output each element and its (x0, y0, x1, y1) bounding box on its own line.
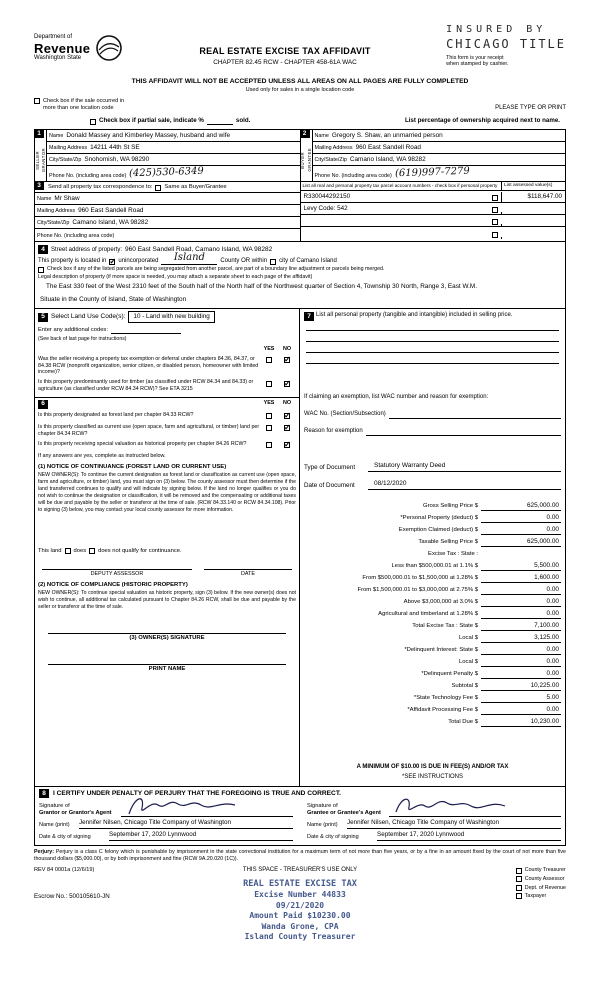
correspondence-section (35, 182, 301, 241)
section-8-badge: 8 (39, 789, 49, 798)
yes-checkbox[interactable] (266, 413, 272, 419)
excise-row: Subtotal $ 10,225.00 (451, 681, 559, 690)
legal-label-row: Legal description of property (if more space is needed, you may attach a separate sheet to each page of the affidavit) (38, 273, 313, 280)
unincorporated-checkbox[interactable] (109, 259, 115, 265)
excise-row: From $1,500,000.01 to $3,000,000 at 2.75% $ 0.00 (357, 585, 559, 594)
deputy-assessor-row (38, 569, 296, 578)
excise-amount[interactable]: 625,000.00 (481, 502, 561, 511)
grantor-signature-block: Signature of Grantor or Grantor's Agent Name (print) Jennifer Nilsen, Chicago Title Company of Washington Date & city of signing September 17, 2020 Lynnwood (39, 800, 293, 841)
seller-name-row: Name Donald Massey and Kimberley Massey, husband and wife (47, 130, 300, 142)
title-block (164, 46, 406, 67)
seller-phone-value[interactable]: (425)530-6349 (129, 165, 205, 180)
no-checkbox[interactable] (284, 425, 290, 431)
treasurer-stamp (243, 879, 357, 942)
excise-row: Agricultural and timberland at 1.28% $ 0.00 (378, 609, 559, 618)
correspondence-address-row: Mailing Address 960 East Sandell Road (35, 205, 300, 217)
parcel-number[interactable]: R330044292150 (303, 193, 351, 201)
yes-checkbox[interactable] (266, 381, 272, 387)
excise-row: Total Due $ 10,230.00 (448, 717, 559, 726)
receipt-note: This form is your receipt when stamped by cashier. (446, 54, 509, 68)
excise-amount[interactable]: 1,600.00 (481, 574, 561, 583)
partial-sale-row (34, 117, 566, 125)
buyer-address-row: Mailing Address 960 East Sandell Road (313, 142, 566, 154)
excise-amount[interactable]: 0.00 (481, 646, 561, 655)
document-date-row: Date of Document 08/12/2020 (304, 480, 561, 490)
levy-code[interactable]: Levy Code: 542 (303, 205, 348, 213)
reason-row: Reason for exemption (304, 428, 561, 436)
street-address-row: 4 Street address of property: 960 East Sandell Road, Camano Island, WA 98282 (38, 245, 562, 254)
escrow-number-value[interactable]: 500105610-JN (69, 893, 110, 901)
excise-row: *Delinquent Interest: State $ 0.00 (404, 645, 559, 654)
excise-row: Gross Selling Price $ 625,000.00 (422, 501, 559, 510)
escrow-number-row: Escrow No.: 500105610-JN (34, 893, 110, 901)
excise-row: Above $3,000,000 at 3.0% $ 0.00 (403, 597, 559, 606)
personal-property-blank[interactable] (306, 331, 559, 342)
revenue-label: Revenue (34, 40, 91, 56)
section-7-badge: 7 (304, 312, 314, 321)
excise-amount[interactable]: 10,230.00 (481, 718, 561, 727)
see-back-note: (See back of last page for instructions) (38, 336, 127, 343)
forest-land-section (35, 398, 299, 786)
excise-row: Local $ 0.00 (459, 657, 559, 666)
stamp-date: 09/21/2020 (275, 900, 325, 910)
question-row: Is this property receiving special valuation as historical property per chapter 84.26 RCW? ✓ (38, 441, 296, 450)
stamp-treasurer-title: Island County Treasurer (244, 932, 356, 942)
segregated-checkbox[interactable] (38, 267, 44, 273)
excise-row: Local $ 3,125.00 (459, 633, 559, 642)
street-address-value[interactable]: 960 East Sandell Road, Camano Island, WA 98282 (125, 245, 273, 253)
perjury-paragraph: Perjury: Perjury is a class C felony which is punishable by imprisonment in the state correctional institution for a maximum term of not more than five years, or by a fine in an amount fixed by the court of not more than five thousand dollars ($5,000.00), or by both imprisonment and fine (RCW 9A.20.020 (1C)). (34, 849, 566, 863)
assessed-value[interactable] (501, 224, 565, 226)
correspondence-and-parcels (34, 182, 566, 242)
seller-section (34, 129, 301, 182)
correspondence-phone-row: Phone No. (including area code) (37, 233, 115, 240)
personal-property-section (300, 309, 565, 786)
seller-address-value[interactable]: 14211 44th St SE (90, 144, 140, 152)
excise-row: *Delinquent Penalty $ 0.00 (421, 669, 559, 678)
document-type-value[interactable]: Statutory Warranty Deed (368, 462, 561, 472)
land-use-header: 5 Select Land Use Code(s): 10 - Land with new building (38, 311, 296, 323)
distribution-row: Taxpayer (516, 893, 566, 900)
excise-row: Less than $500,000.01 at 1.1% $ 5,500.00 (391, 561, 559, 570)
excise-amount[interactable]: 0.00 (481, 670, 561, 679)
parcel-personal-checkbox[interactable] (492, 232, 498, 238)
assessed-value[interactable]: $118,647.00 (501, 192, 565, 202)
grantee-signature-area[interactable] (389, 802, 561, 817)
yes-checkbox[interactable] (266, 425, 272, 431)
excise-amount[interactable]: 0.00 (481, 706, 561, 715)
excise-row: Total Excise Tax : State $ 7,100.00 (412, 621, 559, 630)
excise-row: From $500,000.01 to $1,500,000 at 1.28% $ 1,600.00 (362, 573, 559, 582)
partial-sale-checkbox[interactable] (90, 119, 96, 125)
see-instructions-note: *SEE INSTRUCTIONS (401, 773, 463, 780)
dept-of-label: Department of (34, 34, 73, 40)
buyer-csz-row: City/State/Zip Camano Island, WA 98282 (313, 154, 566, 166)
distribution-row: Dept. of Revenue (516, 885, 566, 892)
excise-row: *State Technology Fee $ 5.00 (413, 693, 559, 702)
usage-note: Used only for sales in a single location code (245, 87, 355, 94)
washington-state-label: Washington State (34, 54, 82, 61)
print-name-line[interactable]: PRINT NAME (48, 664, 286, 673)
document-date-value[interactable]: 08/12/2020 (368, 480, 561, 490)
property-section (34, 242, 566, 309)
location-code-row (34, 98, 566, 112)
grantee-name-value[interactable]: Jennifer Nilsen, Chicago Title Company of Washington (347, 819, 561, 829)
section-5-badge: 5 (38, 313, 48, 322)
excise-amount[interactable]: 0.00 (481, 658, 561, 667)
seller-csz-row: City/State/Zip Snohomish, WA 98290 (47, 154, 300, 166)
partial-sale-suffix: sold. (235, 117, 251, 125)
acceptance-warning: THIS AFFIDAVIT WILL NOT BE ACCEPTED UNLESS ALL AREAS ON ALL PAGES ARE FULLY COMPLETED (131, 78, 469, 85)
form-footer (34, 867, 566, 951)
minimum-fee-block (304, 764, 561, 783)
excise-amount[interactable]: 5,500.00 (481, 562, 561, 571)
dor-logo-icon (94, 34, 124, 62)
land-use-code-value[interactable]: 10 - Land with new building (128, 311, 214, 323)
section-1-badge: 1 (34, 129, 44, 138)
multi-location-checkbox[interactable] (34, 98, 40, 104)
multi-location-label: Check box if the sale occurred in more than one location code (43, 98, 125, 112)
excise-amount[interactable]: 5.00 (481, 694, 561, 703)
notice-compliance-title: (2) NOTICE OF COMPLIANCE (HISTORIC PROPERTY) (38, 581, 188, 588)
county-blank[interactable] (161, 252, 217, 265)
buyer-address-value[interactable]: 960 East Sandell Road (355, 144, 421, 152)
parcel-row (301, 227, 566, 239)
excise-amount[interactable]: 3,125.00 (481, 634, 561, 643)
parcel-table-header (301, 182, 566, 191)
does-not-checkbox[interactable] (89, 548, 95, 554)
chicago-title-text: CHICAGO TITLE (446, 36, 566, 51)
correspondence-name-row: Name Mr Shaw (35, 193, 300, 205)
excise-row: *Affidavit Processing Fee $ 0.00 (407, 705, 559, 714)
seller-phone-row: Phone No. (including area code) (425)530-6349 (49, 165, 205, 180)
buyer-csz-value[interactable]: Camano Island, WA 98282 (349, 156, 426, 164)
county-assessor-checkbox[interactable] (516, 876, 522, 882)
segregated-row: Check box if any of the listed parcels are being segregated from another parcel, are part of a boundary line adjustment or parcels being merged. (38, 266, 562, 273)
buyer-phone-value[interactable]: (619)997-7279 (394, 165, 470, 180)
notice-continuance-title: (1) NOTICE OF CONTINUANCE (FOREST LAND OR CURRENT USE) (38, 463, 227, 470)
form-title: REAL ESTATE EXCISE TAX AFFIDAVIT (199, 46, 371, 56)
ownership-note: List percentage of ownership acquired next to name. (404, 117, 560, 125)
wac-blank[interactable] (389, 411, 561, 419)
excise-amount[interactable]: 0.00 (481, 610, 561, 619)
date-line[interactable]: DATE (204, 569, 292, 578)
section-4-badge: 4 (38, 245, 48, 254)
section-6-header: 6 YES NO (38, 400, 296, 409)
yes-no-header: YES NO (263, 345, 292, 352)
correspondence-csz-row: City/State/Zip Camano Island, WA 98282 (35, 217, 300, 229)
dor-logo-text (34, 34, 90, 62)
excise-amount[interactable]: 0.00 (481, 586, 561, 595)
distribution-row: County Assessor (516, 876, 566, 883)
additional-codes-blank[interactable] (111, 327, 181, 334)
grantor-signature-area[interactable] (121, 802, 293, 817)
situate-line: Situate in the County of Island, State of Washington (40, 296, 187, 304)
correspondence-csz-value[interactable]: Camano Island, WA 98282 (72, 219, 149, 227)
county-handwritten: Island (173, 252, 205, 264)
correspondence-intro-row: Send all property tax correspondence to: Same as Buyer/Grantee (35, 182, 300, 193)
question-row: Is this property predominantly used for timber (as classified under RCW 84.34 and 84.33) or agriculture (as classified under RCW 84.34 RCW)? See ETA 3215 ✓ (38, 379, 296, 393)
excise-row: Taxable Selling Price $ 625,000.00 (418, 537, 559, 546)
seller-name-value[interactable]: Donald Massey and Kimberley Massey, husband and wife (66, 132, 231, 140)
parcel-personal-checkbox[interactable] (492, 219, 498, 225)
buyer-name-value[interactable]: Gregory S. Shaw, an unmarried person (331, 132, 443, 140)
excise-row: *Personal Property (deduct) $ 0.00 (400, 513, 559, 522)
question-row: Is this property designated as forest land per chapter 84.33 RCW? ✓ (38, 412, 296, 421)
rev-number: REV 84 0001a (12/6/19) (34, 867, 95, 874)
parcel-personal-checkbox[interactable] (492, 195, 498, 201)
excise-row: Excise Tax : State : (428, 551, 478, 558)
excise-amount[interactable]: 10,225.00 (481, 682, 561, 691)
dept-of-revenue-checkbox[interactable] (516, 885, 522, 891)
partial-sale-percent-blank[interactable] (207, 118, 233, 125)
excise-amount[interactable]: 625,000.00 (481, 538, 561, 547)
stamp-amount-paid: Amount Paid $10230.00 (249, 911, 351, 921)
parties-row (34, 129, 566, 182)
seller-label: SELLER (34, 150, 40, 170)
legal-description[interactable]: The East 330 feet of the West 2310 feet of the South half of the North half of the Northwest quarter of Section 4, Township 30 North, Range 3, East W.M. (46, 283, 478, 291)
excise-row: Exemption Claimed (deduct) $ 0.00 (398, 525, 559, 534)
grantor-name-value[interactable]: Jennifer Nilsen, Chicago Title Company of Washington (79, 819, 293, 829)
insured-by-text: INSURED BY (446, 24, 547, 35)
question-row: Is this property classified as current use (open space, farm and agricultural, or timber) land per chapter 84.34 RCW? ✓ (38, 424, 296, 438)
grantee-label: GRANTEE (306, 148, 312, 172)
wac-row: WAC No. (Section/Subsection) (304, 411, 561, 419)
parcel-row (301, 215, 566, 227)
grantor-signature (123, 794, 253, 820)
buyer-phone-row: Phone No. (including area code) (619)997-7279 (314, 165, 470, 180)
distribution-row: County Treasurer (516, 867, 566, 874)
continuance-row: This land does does not qualify for continuance. (38, 547, 182, 554)
city-checkbox[interactable] (270, 259, 276, 265)
treasurer-space-label: THIS SPACE - TREASURER'S USE ONLY (242, 867, 358, 874)
assessed-value[interactable] (501, 237, 565, 239)
middle-columns (34, 309, 566, 787)
parcel-row (301, 203, 566, 215)
grantee-signature-block: Signature of Grantee or Grantee's Agent Name (print) Jennifer Nilsen, Chicago Title Company of Washington Date & city of signing September 17, 2020 Lynnwood (307, 800, 561, 841)
personal-property-blank[interactable] (306, 320, 559, 331)
yes-checkbox[interactable] (266, 357, 272, 363)
stamp-title: REAL ESTATE EXCISE TAX (243, 879, 357, 890)
question-row: Was the seller receiving a property tax exemption or deferral under chapters 84.36, 84.37, or 84.38 RCW (nonprofit organization, senior citizen, or disabled person, homeowner with limited income)? ✓ (38, 356, 296, 377)
parcel-row (301, 191, 566, 203)
parcel-personal-checkbox[interactable] (492, 207, 498, 213)
section-7-header: 7 List all personal property (tangible and intangible) included in selling price. (304, 312, 561, 320)
distribution-checkboxes (516, 867, 566, 901)
type-or-print-label: PLEASE TYPE OR PRINT (495, 104, 566, 111)
county-treasurer-checkbox[interactable] (516, 868, 522, 874)
deputy-assessor-line[interactable]: DEPUTY ASSESSOR (42, 569, 192, 578)
notice-continuance-body: NEW OWNER(S): To continue the current designation as forest land or classification as current use (open space, farm and agriculture, or timber) land, you must sign on (3) below. The county assessor must then determine if the land transferred continues to qualify and will indicate by signing below. If the land no longer qualifies or you do not wish to continue the designation or classification, it will be removed and the compensating or additional taxes will be due and payable by the seller or transferor at the time of sale. (RCW 84.33.140 or RCW 84.34.108). Prior to signing (3) below, you may contact your local county assessor for more information. (38, 472, 296, 513)
answers-instruction: If any answers are yes, complete as instructed below. (38, 453, 166, 460)
certification-statement: I CERTIFY UNDER PENALTY OF PERJURY THAT THE FOREGOING IS TRUE AND CORRECT. (53, 789, 341, 797)
grantee-date-value[interactable]: September 17, 2020 Lynnwood (377, 831, 561, 841)
section-6-badge: 6 (38, 400, 48, 409)
grantor-date-value[interactable]: September 17, 2020 Lynnwood (109, 831, 293, 841)
personal-property-blank[interactable] (306, 353, 559, 364)
assessed-values-header: List assessed value(s) (501, 182, 565, 190)
reason-blank[interactable] (366, 428, 561, 436)
land-use-section (35, 309, 299, 398)
personal-property-blank[interactable] (306, 342, 559, 353)
buyer-section (301, 129, 567, 182)
no-checkbox[interactable] (284, 357, 290, 363)
grantee-signature (391, 794, 521, 820)
correspondence-name-value[interactable]: Mr Shaw (54, 195, 80, 203)
assessed-value[interactable] (501, 212, 565, 214)
section-2-badge: 2 (300, 129, 310, 138)
chapter-line: CHAPTER 82.45 RCW - CHAPTER 458-61A WAC (213, 59, 357, 67)
does-checkbox[interactable] (65, 548, 71, 554)
correspondence-address-value[interactable]: 960 East Sandell Road (78, 207, 144, 215)
insured-stamp (446, 24, 566, 68)
seller-address-row: Mailing Address 14211 44th St SE (47, 142, 300, 154)
minimum-fee-note: A MINIMUM OF $10.00 IS DUE IN FEE(S) AND/OR TAX (356, 764, 509, 771)
seller-csz-value[interactable]: Snohomish, WA 98290 (84, 156, 150, 164)
dor-logo (34, 34, 124, 62)
additional-codes-row: Enter any additional codes: (38, 327, 296, 334)
stamp-treasurer-name: Wanda Grone, CPA (261, 921, 339, 931)
exemption-note: If claiming an exemption, list WAC number and reason for exemption: (304, 394, 489, 401)
grantor-label: GRANTOR (41, 147, 46, 173)
excise-amount[interactable]: 0.00 (481, 598, 561, 607)
certification-section (34, 787, 566, 846)
partial-sale-label: Check box if partial sale, indicate % (99, 117, 204, 125)
form-header (34, 24, 566, 86)
buyer-label: BUYER (300, 151, 306, 169)
excise-amount[interactable]: 0.00 (481, 514, 561, 523)
excise-amount[interactable]: 7,100.00 (481, 622, 561, 631)
document-type-row: Type of Document Statutory Warranty Deed (304, 462, 561, 472)
no-checkbox[interactable] (284, 381, 290, 387)
stamp-excise-number: Excise Number 44833 (254, 890, 346, 900)
buyer-name-row: Name Gregory S. Shaw, an unmarried person (313, 130, 566, 142)
same-as-buyer-checkbox[interactable] (155, 185, 161, 191)
excise-computation (304, 499, 561, 727)
parcel-table (301, 182, 566, 241)
section-3-badge: 3 (34, 181, 44, 190)
yes-checkbox[interactable] (266, 442, 272, 448)
located-in-row: This property is located in ✓ unincorporated Island County OR within city of Camano Island (38, 255, 562, 265)
excise-amount[interactable]: 0.00 (481, 526, 561, 535)
taxpayer-checkbox[interactable] (516, 893, 522, 899)
notice-compliance-body: NEW OWNER(S): To continue special valuation as historic property, sign (3) below. If the new owner(s) does not wish to continue, all additional tax calculated pursuant to Chapter 84.26 RCW, shall be due and payable by the seller or transferor at the time of sale. (38, 590, 296, 611)
parcel-numbers-header: List all real and personal property tax parcel account numbers - check box if personal property (302, 183, 498, 189)
no-checkbox[interactable] (284, 413, 290, 419)
owners-signature-line[interactable]: (3) OWNER(S) SIGNATURE (48, 633, 286, 642)
no-checkbox[interactable] (284, 442, 290, 448)
